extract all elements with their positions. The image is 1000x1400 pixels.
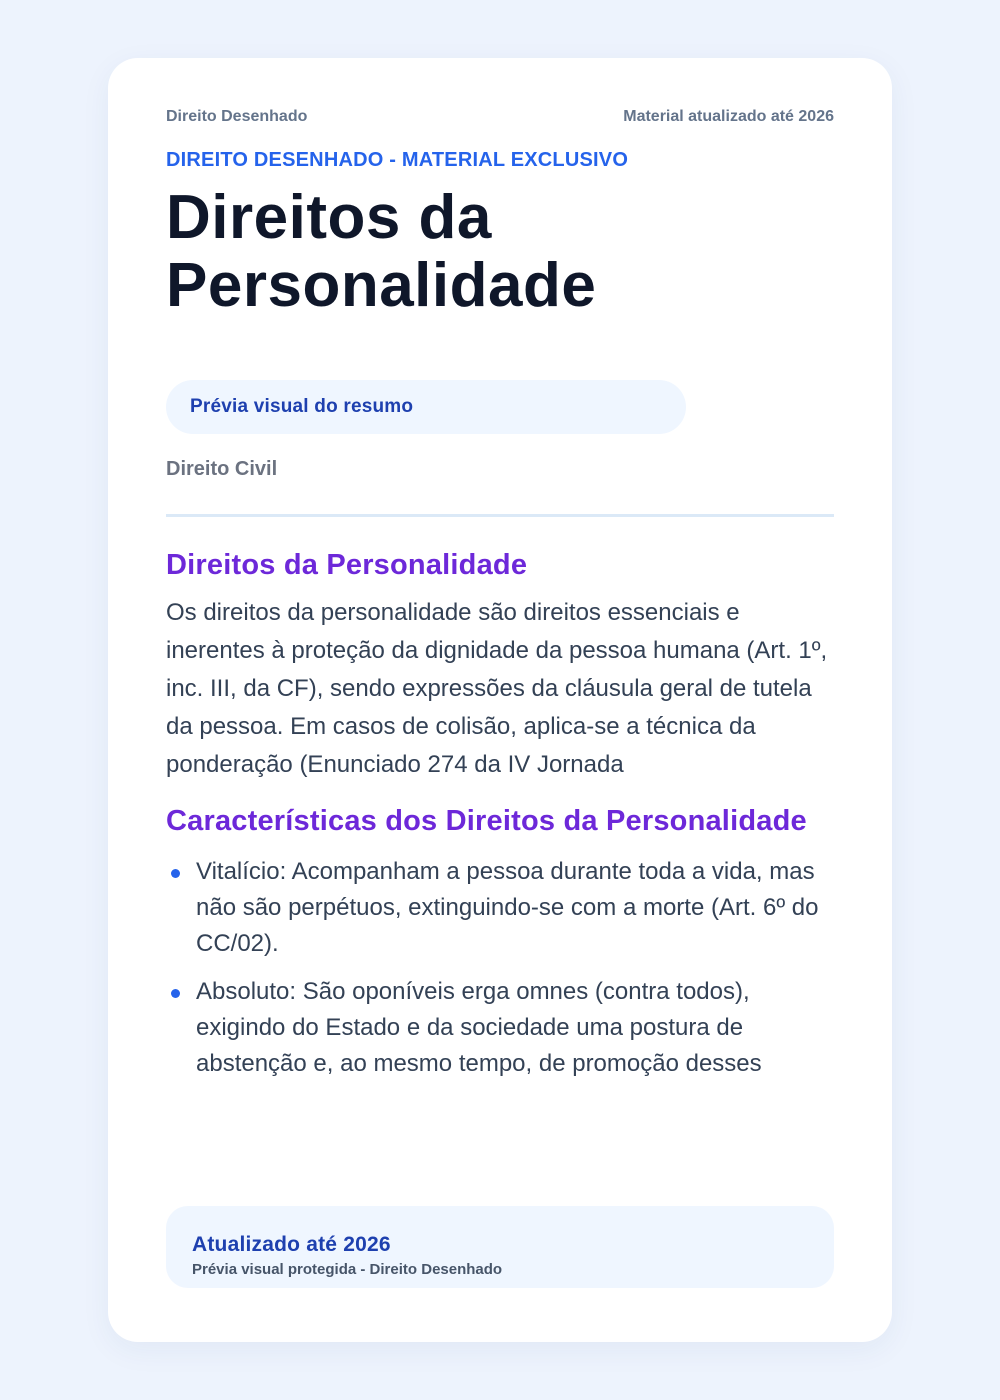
footer-box bbox=[166, 1206, 834, 1288]
summary-content bbox=[166, 546, 834, 1166]
updated-label: Material atualizado até 2026 bbox=[623, 108, 834, 125]
bullet-dot-icon bbox=[171, 989, 180, 998]
page-title: Direitos da Personalidade bbox=[166, 183, 597, 320]
preview-card bbox=[108, 58, 892, 1342]
list-item-text: Vitalício: Acompanham a pessoa durante toda a vida, mas não são perpétuos, extinguindo-se com a morte (Art. 6º do CC/02). bbox=[196, 858, 819, 957]
eyebrow-label: DIREITO DESENHADO - MATERIAL EXCLUSIVO bbox=[166, 149, 629, 171]
list-item bbox=[166, 854, 834, 962]
footer-subtitle: Prévia visual protegida - Direito Desenhado bbox=[192, 1261, 503, 1278]
brand-name: Direito Desenhado bbox=[166, 108, 308, 125]
top-bar bbox=[166, 108, 834, 126]
divider bbox=[166, 514, 834, 517]
section-heading: Direitos da Personalidade bbox=[166, 549, 528, 581]
preview-badge: Prévia visual do resumo bbox=[166, 380, 686, 434]
category-label: Direito Civil bbox=[166, 458, 278, 480]
section-heading: Características dos Direitos da Personalidade bbox=[166, 805, 807, 837]
characteristics-list bbox=[166, 854, 834, 1082]
footer-title: Atualizado até 2026 bbox=[192, 1233, 391, 1256]
section-paragraph: Os direitos da personalidade são direitos essenciais e inerentes à proteção da dignidade da pessoa humana (Art. 1º, inc. III, da CF), sendo expressões da cláusula geral de tutela da pessoa. Em casos de colisão, aplica-se a técnica da ponderação (Enunciado 274 da IV Jornada bbox=[166, 599, 828, 778]
bullet-dot-icon bbox=[171, 869, 180, 878]
list-item bbox=[166, 974, 834, 1082]
list-item-text: Absoluto: São oponíveis erga omnes (contra todos), exigindo do Estado e da sociedade uma postura de abstenção e, ao mesmo tempo, de promoção desses bbox=[196, 978, 762, 1077]
